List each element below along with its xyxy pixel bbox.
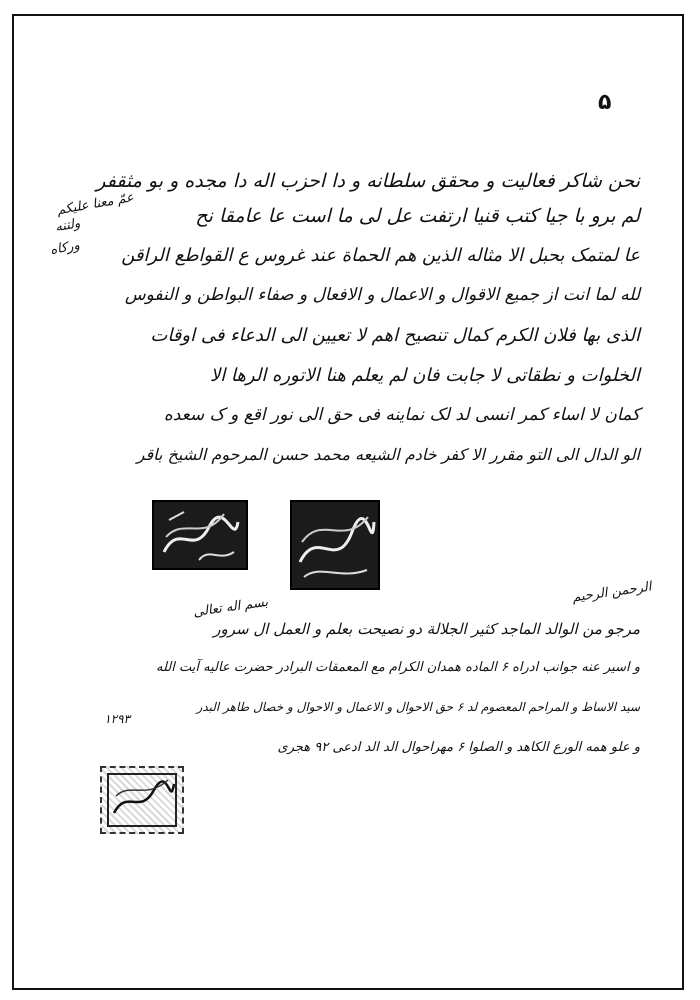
- lower-note-line-2: الرحمن الرحیم: [571, 579, 653, 606]
- lower-note-line-1: بسم اله تعالی: [191, 594, 269, 621]
- seal-right-icon: [290, 500, 380, 590]
- margin-note-line-1: عمّ معنا علیکم: [56, 190, 136, 219]
- main-text-line-3: عا لمتمک بحبل الا مثاله الذین هم الحماة عند غروس ع القواطع الراقن: [121, 245, 640, 266]
- main-text-line-5: الذی بها فلان الکرم کمال تنصیح اهم لا تعیین الی الدعاء فی اوقات: [150, 325, 640, 346]
- page-number: ۵: [598, 90, 612, 115]
- lower-text-line-1: مرجو من الوالد الماجد کثیر الجلالة دو نصیحت بعلم و العمل ال سرور: [213, 620, 640, 638]
- main-text-line-2: لم برو با جیا کتب قنیا ارتفت عل لی ما است عا عامقا نح: [195, 205, 640, 227]
- lower-text-line-4: و علو همه الورع الکاهد و الصلوا ۶ مهراحوال الد الد ادعی ۹۲ هجری: [277, 740, 640, 755]
- margin-note-line-2: ولتنه: [54, 216, 82, 236]
- main-text-line-1: نحن شاکر فعالیت و محقق سلطانه و دا احزب اله دا مجده و بو مثقفر: [96, 170, 640, 192]
- main-text-line-6: الخلوات و نطقاتی لا جابت فان لم یعلم هنا الاتوره الرها الا: [209, 365, 640, 386]
- margin-note-line-3: وركاه: [49, 238, 82, 259]
- seal-left-icon: [152, 500, 248, 570]
- main-text-line-7: کمان لا اساء کمر انسی لد لک نماینه فی حق الی نور اقع و ک سعده: [163, 405, 640, 425]
- year-note: ۱۲۹۳: [104, 712, 130, 726]
- main-text-line-8: الو الدال الی التو مقرر الا کفر خادم الشیعه محمد حسن المرحوم الشیخ باقر: [136, 445, 640, 464]
- main-text-line-4: لله لما انت از جمیع الاقوال و الاعمال و الافعال و صفاء البواطن و النفوس: [124, 285, 640, 305]
- ink-stamp-icon: [100, 766, 184, 834]
- lower-text-line-2: و اسیر عنه جوانب ادراه ۶ الماده همدان الکرام مع المعمقات البرادر حضرت عالیه آیت الله: [156, 660, 640, 675]
- lower-text-line-3: سید الاساط و المراحم المعصوم لد ۶ حق الاحوال و الاعمال و الاحوال و خصال طاهر البدر: [196, 700, 640, 714]
